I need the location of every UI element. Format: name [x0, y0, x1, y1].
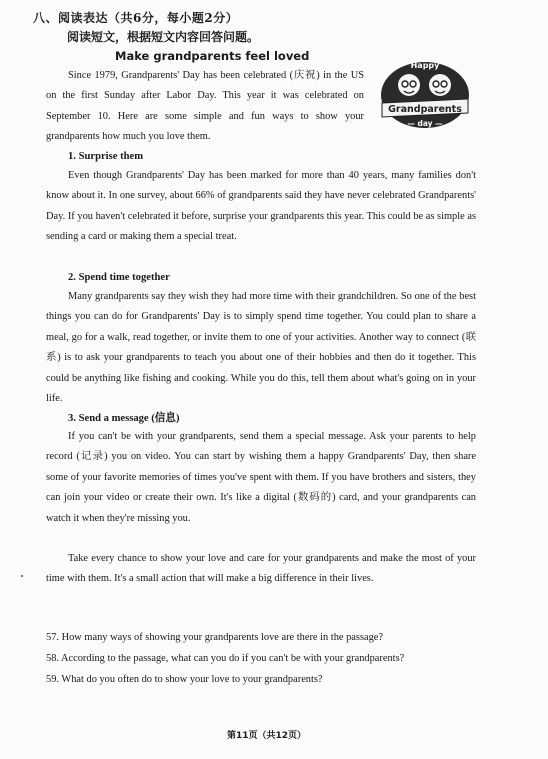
svg-text:Happy: Happy [410, 61, 440, 70]
grandparents-day-logo [376, 55, 474, 131]
page-footer: 第11页（共12页） [227, 731, 307, 741]
question-59: 59. What do you often do to show your love to your grandparents? [46, 674, 323, 685]
question-58: 58. According to the passage, what can you do if you can't be with your grandparents? [46, 653, 405, 664]
section-2-heading: 2. Spend time together [68, 272, 170, 283]
section-3-heading: 3. Send a message (信息) [68, 413, 180, 424]
section-2-body: Many grandparents say they wish they had more time with their grandchildren. So one of the best things you can do for Grandparents' Day is to simply spend time together. You could plan to share a meal, go for a walk, read together, or invite them to one of your activities. Another way to connect (联系) is to ask your grandparents to teach you about one of their hobbies and then do it together. This could be anything like fishing and cooking. While you do this, tell them about what's going on in your life. [46, 291, 476, 405]
section-1-heading: 1. Surprise them [68, 151, 144, 162]
margin-mark [21, 575, 23, 577]
svg-text:— day —: — day — [407, 119, 443, 128]
grandparents-illustration-icon [376, 55, 474, 131]
section-1-body: Even though Grandparents' Day has been marked for more than 40 years, many families don't know about it. In one survey, about 66% of grandparents said they have never celebrated Grandparents' Day. If you haven't celebrated it before, surprise your grandparents this year. This could be as simple as sending a card or making them a special treat. [46, 170, 476, 243]
closing-paragraph: Take every chance to show your love and care for your grandparents and make the most of your time with them. It's a small action that will make a big difference in their lives. [46, 553, 476, 585]
section-3-body: If you can't be with your grandparents, send them a special message. Ask your parents to help record (记录) you on video. You can start by wishing them a happy Grandparents' Day, then share some of your favorite memories of times you've spent with them. If you have brothers and sisters, they can join your video or create their own. It's like a digital (数码的) card, and your grandparents can watch it when they're missing you. [46, 431, 476, 524]
passage-title: Make grandparents feel loved [115, 49, 310, 63]
question-57: 57. How many ways of showing your grandparents love are there in the passage? [46, 632, 384, 643]
instruction-text: 阅读短文，根据短文内容回答问题。 [67, 30, 260, 44]
section-heading: 八、阅读表达（共6分，每小题2分） [33, 11, 239, 25]
svg-text:Grandparents: Grandparents [388, 104, 462, 115]
intro-paragraph: Since 1979, Grandparents' Day has been celebrated (庆祝) in the US on the first Sunday after Labor Day. This year it was celebrated on September 10. Here are some simple and fun ways to show your grandparents how much you love them. [46, 70, 364, 143]
